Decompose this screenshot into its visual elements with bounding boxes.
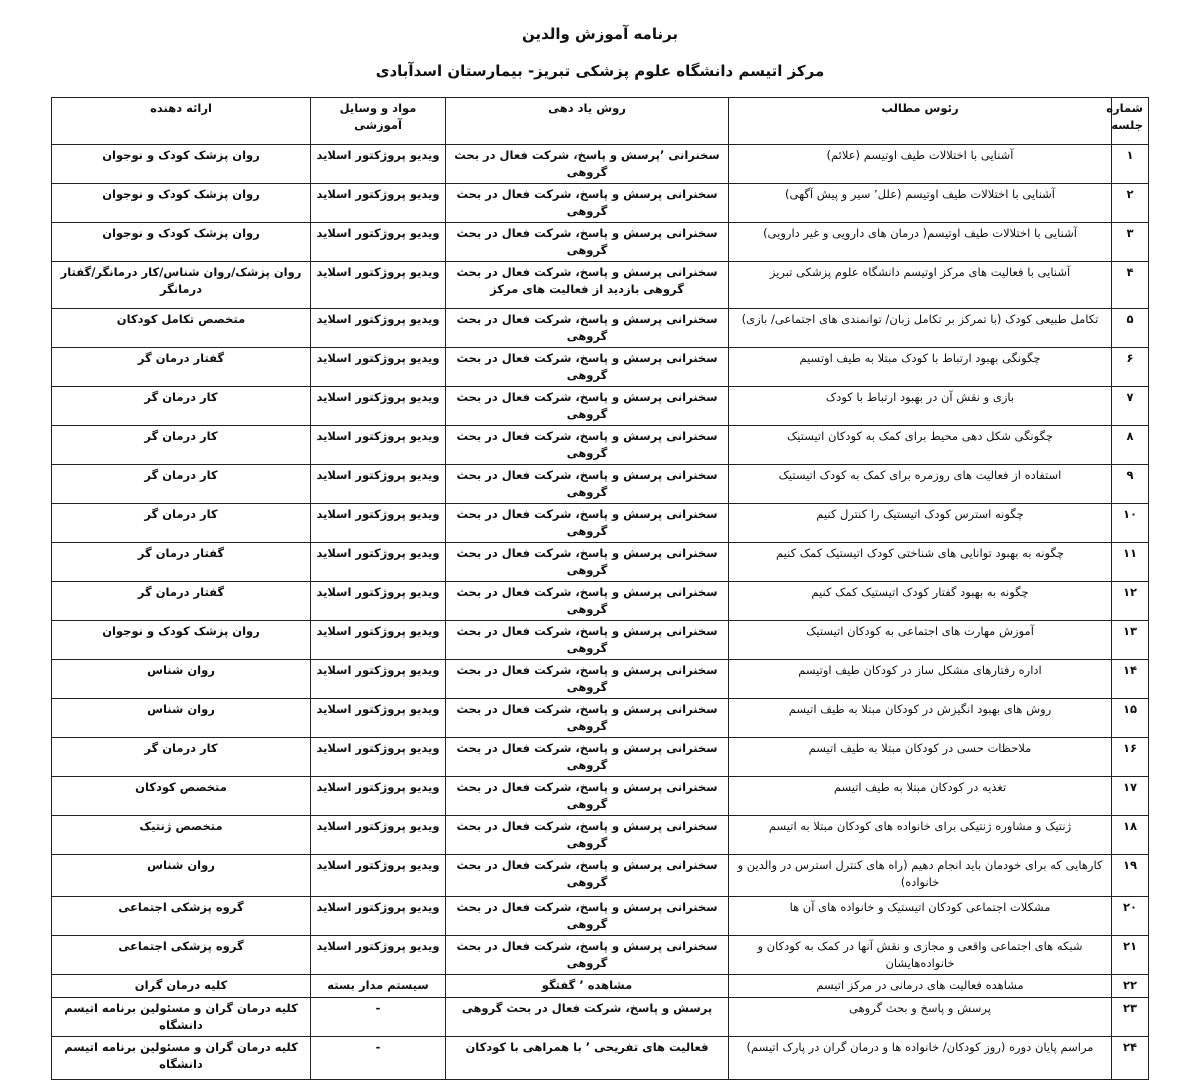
teaching-materials: ویدیو پروژکتور اسلاید xyxy=(311,262,446,309)
table-row xyxy=(52,738,1149,777)
table-row xyxy=(52,1037,1149,1080)
teaching-materials: ویدیو پروژکتور اسلاید xyxy=(311,309,446,348)
presenter: کار درمان گر xyxy=(52,426,311,465)
teaching-method: سخنرانی پرسش و پاسخ، شرکت فعال در بحث گروهی xyxy=(446,465,729,504)
session-number: ۲۰ xyxy=(1112,897,1149,936)
table-row xyxy=(52,543,1149,582)
table-row xyxy=(52,387,1149,426)
session-number: ۷ xyxy=(1112,387,1149,426)
teaching-materials: ویدیو پروژکتور اسلاید xyxy=(311,387,446,426)
session-number: ۲ xyxy=(1112,184,1149,223)
session-number: ۱۰ xyxy=(1112,504,1149,543)
session-topic: آشنایی با اختلالات طیف اوتیسم( درمان های دارویی و غیر دارویی) xyxy=(729,223,1112,262)
presenter: کلیه درمان گران xyxy=(52,975,311,998)
session-number: ۵ xyxy=(1112,309,1149,348)
session-topic: آموزش مهارت های اجتماعی به کودکان اتیستیک xyxy=(729,621,1112,660)
session-number: ۱۶ xyxy=(1112,738,1149,777)
session-number: ۶ xyxy=(1112,348,1149,387)
teaching-materials: ویدیو پروژکتور اسلاید xyxy=(311,621,446,660)
presenter: متخصص کودکان xyxy=(52,777,311,816)
session-number: ۱۳ xyxy=(1112,621,1149,660)
teaching-materials: ویدیو پروژکتور اسلاید xyxy=(311,936,446,975)
session-topic: چگونگی بهبود ارتباط با کودک مبتلا به طیف اوتسیم xyxy=(729,348,1112,387)
table-header-row xyxy=(52,98,1149,145)
session-topic: آشنایی با اختلالات طیف اوتیسم (علل٬ سیر و پیش آگهی) xyxy=(729,184,1112,223)
table-row xyxy=(52,184,1149,223)
table-row xyxy=(52,998,1149,1037)
teaching-materials: ویدیو پروژکتور اسلاید xyxy=(311,816,446,855)
session-topic: بازی و نقش آن در بهبود ارتباط با کودک xyxy=(729,387,1112,426)
teaching-method: سخنرانی پرسش و پاسخ، شرکت فعال در بحث گروهی xyxy=(446,426,729,465)
session-topic: مراسم پایان دوره (روز کودکان/ خانواده ها و درمان گران در پارک اتیسم) xyxy=(729,1037,1112,1080)
schedule-table-body xyxy=(52,145,1149,1080)
presenter: روان شناس xyxy=(52,699,311,738)
session-number: ۱۹ xyxy=(1112,855,1149,897)
session-topic: کارهایی که برای خودمان باید انجام دهیم (راه های کنترل استرس در والدین و خانواده) xyxy=(729,855,1112,897)
session-topic: چگونه به بهبود توانایی های شناختی کودک اتیستیک کمک کنیم xyxy=(729,543,1112,582)
teaching-method: سخنرانی پرسش و پاسخ، شرکت فعال در بحث گروهی xyxy=(446,777,729,816)
table-row xyxy=(52,582,1149,621)
table-row xyxy=(52,621,1149,660)
session-number: ۱۷ xyxy=(1112,777,1149,816)
teaching-method: مشاهده ٬ گفتگو xyxy=(446,975,729,998)
session-topic: چگونه استرس کودک اتیستیک را کنترل کنیم xyxy=(729,504,1112,543)
teaching-method: سخنرانی ٬پرسش و پاسخ، شرکت فعال در بحث گروهی xyxy=(446,145,729,184)
teaching-method: سخنرانی پرسش و پاسخ، شرکت فعال در بحث گروهی بازدید از فعالیت های مرکز xyxy=(446,262,729,309)
presenter: روان شناس xyxy=(52,660,311,699)
session-topic: مشکلات اجتماعی کودکان اتیستیک و خانواده های آن ها xyxy=(729,897,1112,936)
teaching-materials: - xyxy=(311,1037,446,1080)
teaching-method: سخنرانی پرسش و پاسخ، شرکت فعال در بحث گروهی xyxy=(446,309,729,348)
presenter: گفتار درمان گر xyxy=(52,582,311,621)
session-topic: ژنتیک و مشاوره ژنتیکی برای خانواده های کودکان مبتلا به اتیسم xyxy=(729,816,1112,855)
session-topic: مشاهده فعالیت های درمانی در مرکز اتیسم xyxy=(729,975,1112,998)
teaching-method: سخنرانی پرسش و پاسخ، شرکت فعال در بحث گروهی xyxy=(446,223,729,262)
table-row xyxy=(52,145,1149,184)
header-teaching-method: روش یاد دهی xyxy=(446,98,729,145)
teaching-method: سخنرانی پرسش و پاسخ، شرکت فعال در بحث گروهی xyxy=(446,816,729,855)
presenter: گفتار درمان گر xyxy=(52,543,311,582)
presenter: متخصص ژنتیک xyxy=(52,816,311,855)
teaching-materials: ویدیو پروژکتور اسلاید xyxy=(311,660,446,699)
teaching-method: سخنرانی پرسش و پاسخ، شرکت فعال در بحث گروهی xyxy=(446,348,729,387)
teaching-method: سخنرانی پرسش و پاسخ، شرکت فعال در بحث گروهی xyxy=(446,543,729,582)
table-row xyxy=(52,975,1149,998)
presenter: کار درمان گر xyxy=(52,465,311,504)
teaching-materials: ویدیو پروژکتور اسلاید xyxy=(311,348,446,387)
teaching-method: سخنرانی پرسش و پاسخ، شرکت فعال در بحث گروهی xyxy=(446,184,729,223)
session-number: ۱۴ xyxy=(1112,660,1149,699)
teaching-method: فعالیت های تفریحی ٬ با همراهی با کودکان xyxy=(446,1037,729,1080)
session-number: ۱۲ xyxy=(1112,582,1149,621)
header-topics: رئوس مطالب xyxy=(729,98,1112,145)
teaching-method: سخنرانی پرسش و پاسخ، شرکت فعال در بحث گروهی xyxy=(446,738,729,777)
session-number: ۲۴ xyxy=(1112,1037,1149,1080)
teaching-materials: ویدیو پروژکتور اسلاید xyxy=(311,738,446,777)
teaching-materials: - xyxy=(311,998,446,1037)
session-number: ۱۸ xyxy=(1112,816,1149,855)
presenter: گفتار درمان گر xyxy=(52,348,311,387)
table-row xyxy=(52,855,1149,897)
teaching-materials: ویدیو پروژکتور اسلاید xyxy=(311,699,446,738)
presenter: کار درمان گر xyxy=(52,504,311,543)
presenter: کار درمان گر xyxy=(52,738,311,777)
presenter: کلیه درمان گران و مسئولین برنامه اتیسم دانشگاه xyxy=(52,998,311,1037)
session-number: ۳ xyxy=(1112,223,1149,262)
table-row xyxy=(52,777,1149,816)
table-row xyxy=(52,426,1149,465)
teaching-materials: ویدیو پروژکتور اسلاید xyxy=(311,145,446,184)
teaching-materials: سیستم مدار بسته xyxy=(311,975,446,998)
teaching-materials: ویدیو پروژکتور اسلاید xyxy=(311,855,446,897)
teaching-method: سخنرانی پرسش و پاسخ، شرکت فعال در بحث گروهی xyxy=(446,855,729,897)
presenter: متخصص تکامل کودکان xyxy=(52,309,311,348)
header-materials: مواد و وسایل آموزشی xyxy=(311,98,446,145)
presenter: روان پزشک/روان شناس/کار درمانگر/گفتار درمانگر xyxy=(52,262,311,309)
table-row xyxy=(52,223,1149,262)
teaching-method: سخنرانی پرسش و پاسخ، شرکت فعال در بحث گروهی xyxy=(446,936,729,975)
teaching-method: سخنرانی پرسش و پاسخ، شرکت فعال در بحث گروهی xyxy=(446,387,729,426)
page-subtitle: مرکز اتیسم دانشگاه علوم پزشکی تبریز- بیمارستان اسدآبادی xyxy=(375,62,825,80)
presenter: روان پزشک کودک و نوجوان xyxy=(52,621,311,660)
teaching-materials: ویدیو پروژکتور اسلاید xyxy=(311,777,446,816)
teaching-materials: ویدیو پروژکتور اسلاید xyxy=(311,504,446,543)
session-topic: آشنایی با فعالیت های مرکز اوتیسم دانشگاه علوم پزشکی تبریز xyxy=(729,262,1112,309)
session-topic: اداره رفتارهای مشکل ساز در کودکان طیف اوتیسم xyxy=(729,660,1112,699)
table-row xyxy=(52,504,1149,543)
session-number: ۱ xyxy=(1112,145,1149,184)
presenter: کلیه درمان گران و مسئولین برنامه اتیسم دانشگاه xyxy=(52,1037,311,1080)
presenter: روان پزشک کودک و نوجوان xyxy=(52,223,311,262)
presenter: گروه پزشکی اجتماعی xyxy=(52,897,311,936)
teaching-method: سخنرانی پرسش و پاسخ، شرکت فعال در بحث گروهی xyxy=(446,660,729,699)
header-presenter: ارائه دهنده xyxy=(52,98,311,145)
session-topic: چگونگی شکل دهی محیط برای کمک به کودکان اتیستیک xyxy=(729,426,1112,465)
teaching-materials: ویدیو پروژکتور اسلاید xyxy=(311,223,446,262)
table-row xyxy=(52,309,1149,348)
session-topic: آشنایی با اختلالات طیف اوتیسم (علائم) xyxy=(729,145,1112,184)
table-row xyxy=(52,660,1149,699)
presenter: کار درمان گر xyxy=(52,387,311,426)
session-number: ۲۲ xyxy=(1112,975,1149,998)
session-topic: ملاحظات حسی در کودکان مبتلا به طیف اتیسم xyxy=(729,738,1112,777)
schedule-table xyxy=(51,97,1149,1080)
session-topic: چگونه به بهبود گفتار کودک اتیستیک کمک کنیم xyxy=(729,582,1112,621)
presenter: روان پزشک کودک و نوجوان xyxy=(52,184,311,223)
presenter: روان شناس xyxy=(52,855,311,897)
session-number: ۲۳ xyxy=(1112,998,1149,1037)
presenter: گروه پزشکی اجتماعی xyxy=(52,936,311,975)
table-row xyxy=(52,262,1149,309)
teaching-method: سخنرانی پرسش و پاسخ، شرکت فعال در بحث گروهی xyxy=(446,504,729,543)
teaching-materials: ویدیو پروژکتور اسلاید xyxy=(311,582,446,621)
teaching-materials: ویدیو پروژکتور اسلاید xyxy=(311,426,446,465)
teaching-materials: ویدیو پروژکتور اسلاید xyxy=(311,543,446,582)
teaching-method: سخنرانی پرسش و پاسخ، شرکت فعال در بحث گروهی xyxy=(446,699,729,738)
table-row xyxy=(52,465,1149,504)
page-title: برنامه آموزش والدین xyxy=(521,25,679,43)
teaching-materials: ویدیو پروژکتور اسلاید xyxy=(311,897,446,936)
session-topic: تغذیه در کودکان مبتلا به طیف اتیسم xyxy=(729,777,1112,816)
session-number: ۴ xyxy=(1112,262,1149,309)
session-topic: تکامل طبیعی کودک (با تمرکز بر تکامل زبان/ توانمندی های اجتماعی/ بازی) xyxy=(729,309,1112,348)
session-number: ۱۱ xyxy=(1112,543,1149,582)
session-topic: شبکه های اجتماعی واقعی و مجازی و نقش آنها در کمک به کودکان و خانواده‌هایشان xyxy=(729,936,1112,975)
teaching-method: پرسش و پاسخ، شرکت فعال در بحث گروهی xyxy=(446,998,729,1037)
table-row xyxy=(52,816,1149,855)
session-topic: پرسش و پاسخ و بحث گروهی xyxy=(729,998,1112,1037)
session-number: ۲۱ xyxy=(1112,936,1149,975)
session-number: ۸ xyxy=(1112,426,1149,465)
presenter: روان پزشک کودک و نوجوان xyxy=(52,145,311,184)
session-topic: استفاده از فعالیت های روزمره برای کمک به کودک اتیستیک xyxy=(729,465,1112,504)
table-row xyxy=(52,936,1149,975)
session-number: ۱۵ xyxy=(1112,699,1149,738)
table-row xyxy=(52,699,1149,738)
teaching-method: سخنرانی پرسش و پاسخ، شرکت فعال در بحث گروهی xyxy=(446,621,729,660)
header-session-number: شماره جلسه xyxy=(1112,98,1149,145)
table-row xyxy=(52,348,1149,387)
session-topic: روش های بهبود انگیزش در کودکان مبتلا به طیف اتیسم xyxy=(729,699,1112,738)
teaching-method: سخنرانی پرسش و پاسخ، شرکت فعال در بحث گروهی xyxy=(446,897,729,936)
teaching-materials: ویدیو پروژکتور اسلاید xyxy=(311,184,446,223)
teaching-method: سخنرانی پرسش و پاسخ، شرکت فعال در بحث گروهی xyxy=(446,582,729,621)
teaching-materials: ویدیو پروژکتور اسلاید xyxy=(311,465,446,504)
table-row xyxy=(52,897,1149,936)
session-number: ۹ xyxy=(1112,465,1149,504)
